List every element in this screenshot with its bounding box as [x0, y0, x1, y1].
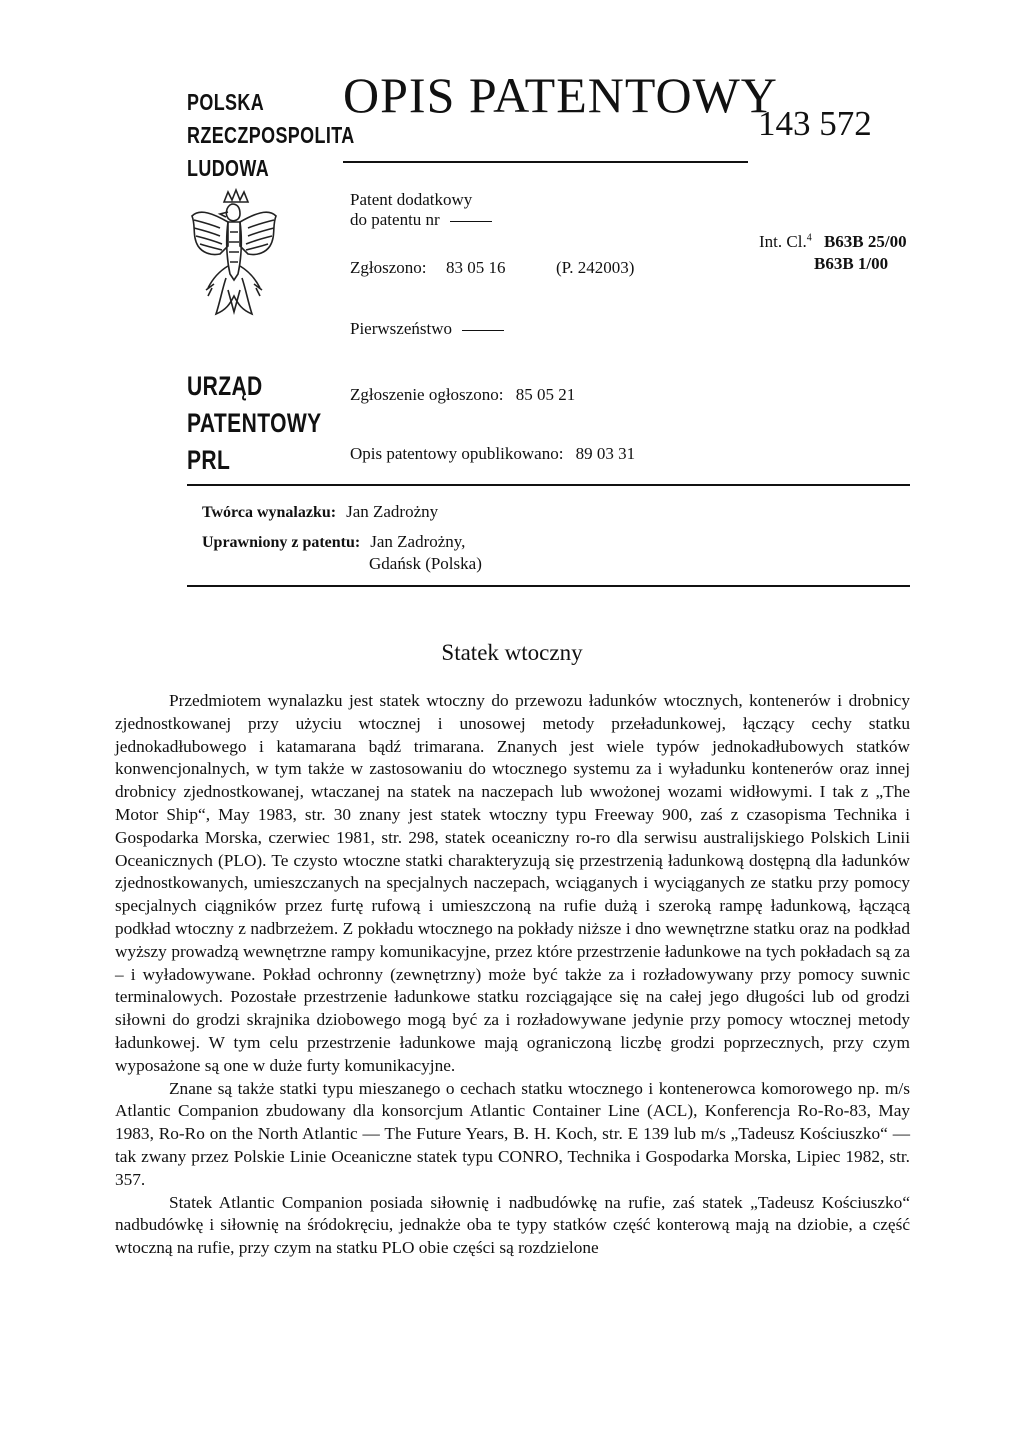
paragraph-3: Statek Atlantic Companion posiada siłownię i nadbudówkę na rufie, zaś statek „Tadeusz Kościuszko“ nadbudówkę i siłownię na śródokręciu, jednakże oba te typy statków część konterową mają na dziobie, a część wtoczną na rufie, przy czym na statku PLO obie części są rozdzielone [115, 1192, 910, 1258]
divider-top [187, 484, 910, 486]
paragraph-1: Przedmiotem wynalazku jest statek wtoczny do przewozu ładunków wtocznych, kontenerów i drobnicy zjednostkowanej przy użyciu wtocznej i unosowej metody przeładunkowej, łączący cechy statku jednokadłubowego i katamarana bądź trimarana. Znanych jest wiele typów jednokadłubowych statków konwencjonalnych, w tym także w zastosowaniu do wtocznego systemu za i wyładunku kontenerów oraz innej drobnicy zjednostkowanej, wtaczanej na statek na naczepach lub wwożonej wozami widłowymi. I tak z „The Motor Ship“, May 1983, str. 30 znany jest statek wtoczny typu Freeway 900, zaś z czasopisma Technika i Gospodarka Morska, czerwiec 1981, str. 298, statek oceaniczny ro-ro dla serwisu australijskiego Polskich Linii Oceanicznych (PLO). Te czysto wtoczne statki charakteryzują się przestrzenią ładunkową dostępną dla ładunków zjednostkowanych, umieszczanych na specjalnych naczepach, wciąganych i wyciąganych ze statku przy pomocy specjalnych ciągników przez furtę rufową i umieszczoną na rufie dużą i szeroką rampę ładunkową, łączącą podkład wtoczny z nadbrzeżem. Z pokładu wtocznego na pokłady niższe i dno wewnętrzne statku oraz na podkład wyższy prowadzą wewnętrzne rampy komunikacyjne, przez które przestrzenie ładunkowe na tych pokładach są za – i wyładowywane. Pokład ochronny (zewnętrzny) może być także za i rozładowywany przy pomocy suwnic terminalowych. Pozostałe przestrzenie ładunkowe statku rozciągające się na całej jego długości lub od grodzi siłowni do grodzi skrajnika dziobowego mogą być za i rozładowywane jedynie przy pomocy wtocznej metody ładunkowej. W tym celu przestrzenie ładunkowe mają ograniczoną liczbę grodzi poprzecznych, przy czym wyposażone są one w duże furty komunikacyjne. [115, 691, 910, 1075]
owner-line [202, 532, 465, 552]
announced-date: 85 05 21 [515, 385, 576, 404]
int-cl-line [759, 232, 907, 252]
office-line-1: URZĄD [187, 371, 263, 401]
country-line-2: RZECZPOSPOLITA [187, 122, 355, 148]
inventor-line [202, 502, 438, 522]
published-label: Opis patentowy opublikowano: [350, 444, 564, 463]
owner-name: Jan Zadrożny, [370, 532, 466, 551]
owner-label: Uprawniony z patentu: [202, 534, 361, 551]
to-patent-line [350, 210, 492, 230]
published-date: 89 03 31 [575, 444, 636, 463]
empty-dash [450, 221, 492, 222]
application-number: (P. 242003) [556, 258, 635, 277]
country-line-3: LUDOWA [187, 155, 270, 181]
int-cl-label: Int. Cl. [759, 232, 807, 251]
divider-bottom [187, 585, 910, 587]
inventor-label: Twórca wynalazku: [202, 504, 337, 521]
priority-label: Pierwszeństwo [350, 319, 452, 338]
published-line [350, 444, 635, 464]
owner-location: Gdańsk (Polska) [369, 554, 482, 573]
announced-label: Zgłoszenie ogłoszono: [350, 385, 504, 404]
office-line-3: PRL [187, 445, 231, 475]
country-line-1: POLSKA [187, 89, 265, 115]
additional-patent-label: Patent dodatkowy [350, 190, 473, 209]
inventor-name: Jan Zadrożny [346, 502, 439, 521]
patent-office [187, 368, 347, 479]
int-cl-edition: 4 [806, 232, 812, 244]
int-cl-code-2: B63B 1/00 [814, 254, 889, 273]
paragraph-2: Znane są także statki typu mieszanego o cechach statku wtocznego i kontenerowca komorowego np. m/s Atlantic Companion zbudowany dla konsorcjum Atlantic Container Line (ACL), Konferencja Ro-Ro-83, May 1983, Ro-Ro on the North Atlantic — The Future Years, B. H. Koch, str. E 139 lub m/s „Tadeusz Kościuszko“ — tak zwany przez Polskie Linie Oceaniczne statek typu CONRO, Technika i Gospodarka Morska, Lipiec 1982, str. 357. [115, 1078, 910, 1189]
int-cl-code-1: B63B 25/00 [823, 232, 907, 251]
title-underline [343, 161, 748, 163]
filed-date: 83 05 16 [446, 258, 506, 277]
filed-label: Zgłoszono: [350, 258, 427, 277]
country-name [187, 86, 355, 185]
empty-dash [462, 330, 504, 331]
patent-number: 143 572 [758, 104, 872, 143]
description-body [115, 690, 910, 1260]
office-line-2: PATENTOWY [187, 408, 322, 438]
polish-eagle-emblem-icon [188, 186, 280, 326]
document-title: OPIS PATENTOWY [343, 67, 778, 123]
to-patent-no-label: do patentu nr [350, 210, 440, 229]
invention-title: Statek wtoczny [441, 640, 583, 665]
announced-line [350, 385, 575, 405]
priority-line [350, 319, 504, 339]
